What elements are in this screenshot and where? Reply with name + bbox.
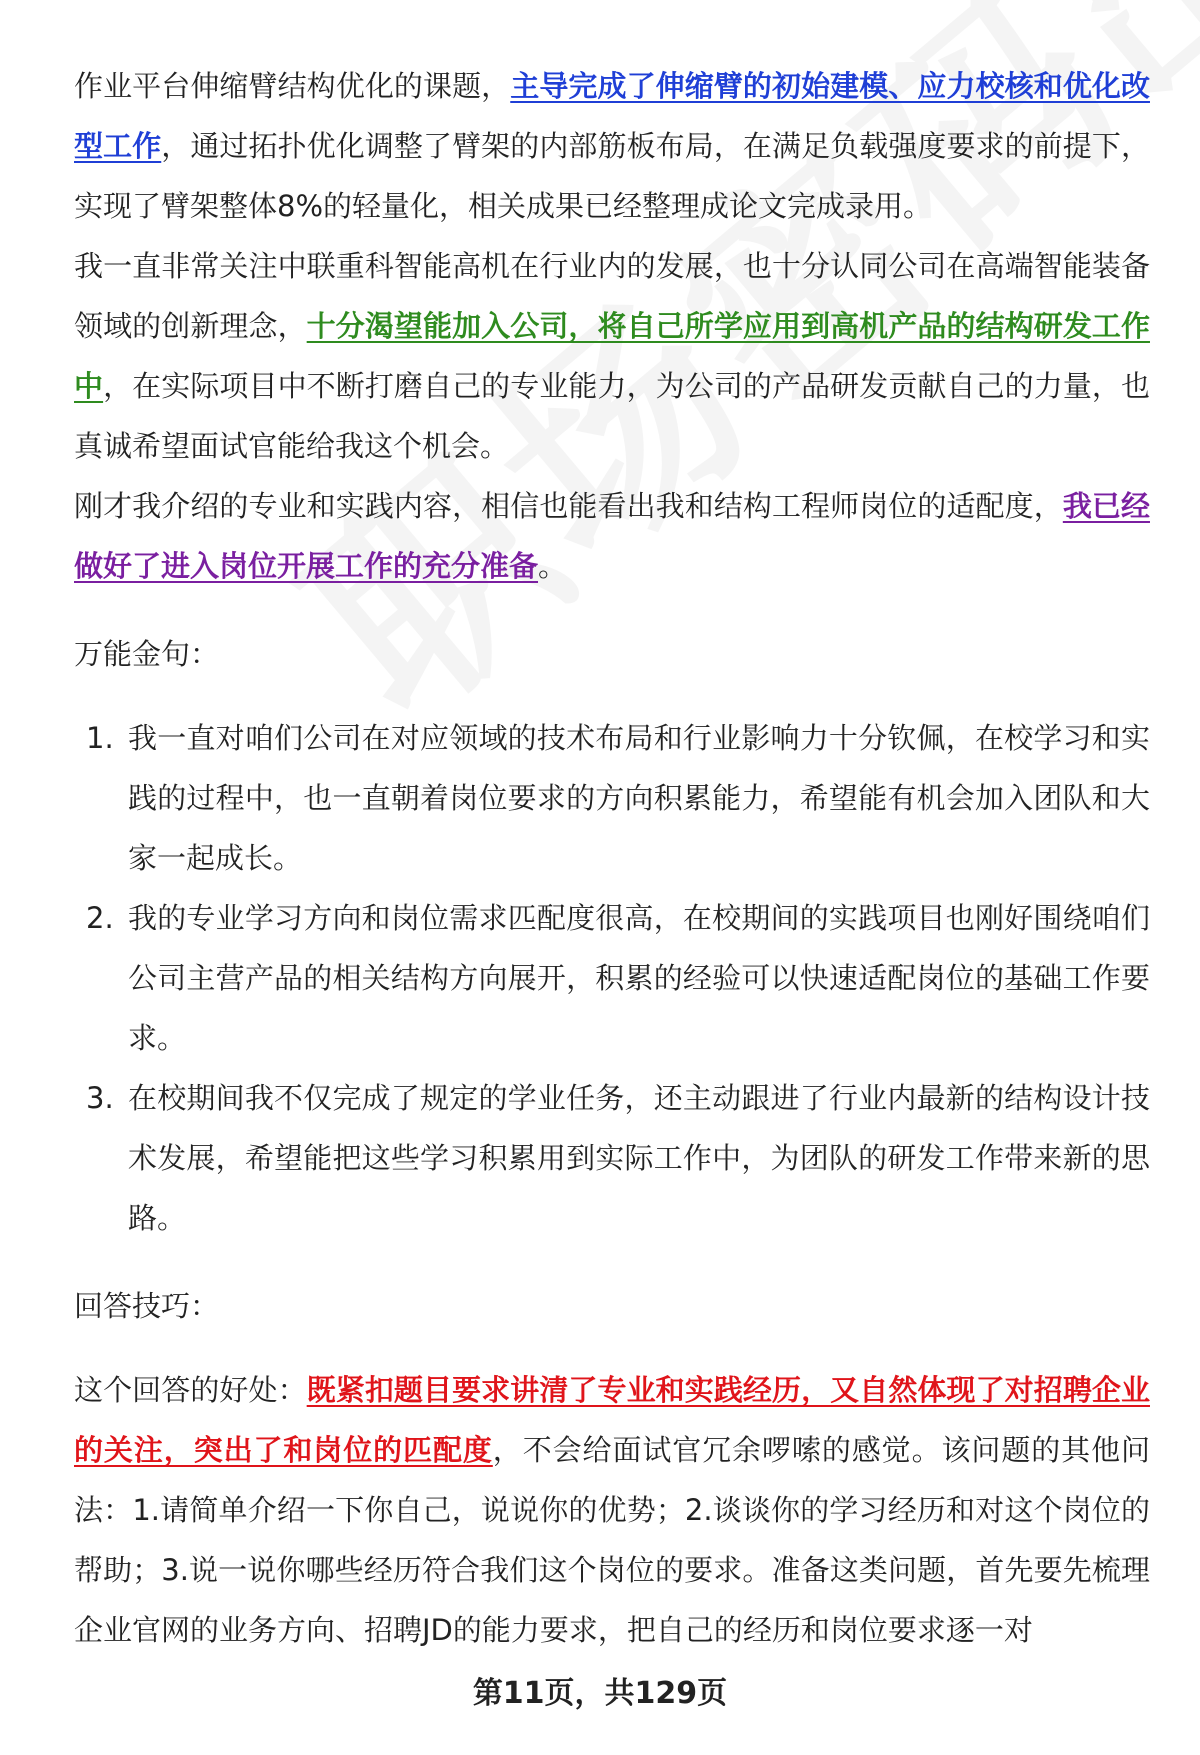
list-number: 3. <box>86 1081 114 1115</box>
text-segment: 我一直非常关注中联重科智能高机在行业内的发展，也十分认同公司在高端智能装备领域的创新理念， <box>74 249 1150 343</box>
highlight-blue: 主导完成了伸缩臂的初始建模、应力校核和优化改型工作 <box>74 69 1150 163</box>
intro-paragraph-3 <box>74 476 1150 596</box>
list-text: 在校期间我不仅完成了规定的学业任务，还主动跟进了行业内最新的结构设计技术发展，希望能把这些学习积累用到实际工作中，为团队的研发工作带来新的思路。 <box>128 1081 1150 1235</box>
list-number: 2. <box>86 901 114 935</box>
golden-sentences-heading: 万能金句： <box>74 637 220 671</box>
list-item <box>74 1068 1150 1248</box>
text-segment: ，在实际项目中不断打磨自己的专业能力，为公司的产品研发贡献自己的力量，也真诚希望面试官能给我这个机会。 <box>74 369 1150 463</box>
intro-paragraph-1 <box>74 56 1150 236</box>
answer-tips-paragraph <box>74 1360 1150 1660</box>
document-body <box>74 56 1150 1660</box>
list-item <box>74 888 1150 1068</box>
text-segment: 这个回答的好处： <box>74 1373 307 1407</box>
text-segment: 刚才我介绍的专业和实践内容，相信也能看出我和结构工程师岗位的适配度， <box>74 489 1063 523</box>
golden-sentences-list <box>74 708 1150 1248</box>
list-text: 我一直对咱们公司在对应领域的技术布局和行业影响力十分钦佩，在校学习和实践的过程中，也一直朝着岗位要求的方向积累能力，希望能有机会加入团队和大家一起成长。 <box>128 721 1150 875</box>
text-segment: ，不会给面试官冗余啰嗦的感觉。该问题的其他问法：1.请简单介绍一下你自己，说说你的优势；2.谈谈你的学习经历和对这个岗位的帮助；3.说一说你哪些经历符合我们这个岗位的要求。准备这类问题，首先要先梳理企业官网的业务方向、招聘JD的能力要求，把自己的经历和岗位要求逐一对 <box>74 1433 1150 1647</box>
highlight-red: 既紧扣题目要求讲清了专业和实践经历，又自然体现了对招聘企业的关注，突出了和岗位的匹配度 <box>74 1373 1150 1467</box>
text-segment: 。 <box>538 549 568 583</box>
highlight-purple: 我已经做好了进入岗位开展工作的充分准备 <box>74 489 1150 583</box>
answer-tips-heading: 回答技巧： <box>74 1289 220 1323</box>
highlight-green: 十分渴望能加入公司，将自己所学应用到高机产品的结构研发工作中 <box>74 309 1150 403</box>
text-segment: ，通过拓扑优化调整了臂架的内部筋板布局，在满足负载强度要求的前提下，实现了臂架整体8%的轻量化，相关成果已经整理成论文完成录用。 <box>74 129 1150 223</box>
intro-paragraph-2 <box>74 236 1150 476</box>
list-number: 1. <box>86 721 114 755</box>
list-item <box>74 708 1150 888</box>
page-footer: 第11页，共129页 <box>472 1676 728 1711</box>
list-text: 我的专业学习方向和岗位需求匹配度很高，在校期间的实践项目也刚好围绕咱们公司主营产品的相关结构方向展开，积累的经验可以快速适配岗位的基础工作要求。 <box>128 901 1150 1055</box>
text-segment: 作业平台伸缩臂结构优化的课题， <box>74 69 511 103</box>
